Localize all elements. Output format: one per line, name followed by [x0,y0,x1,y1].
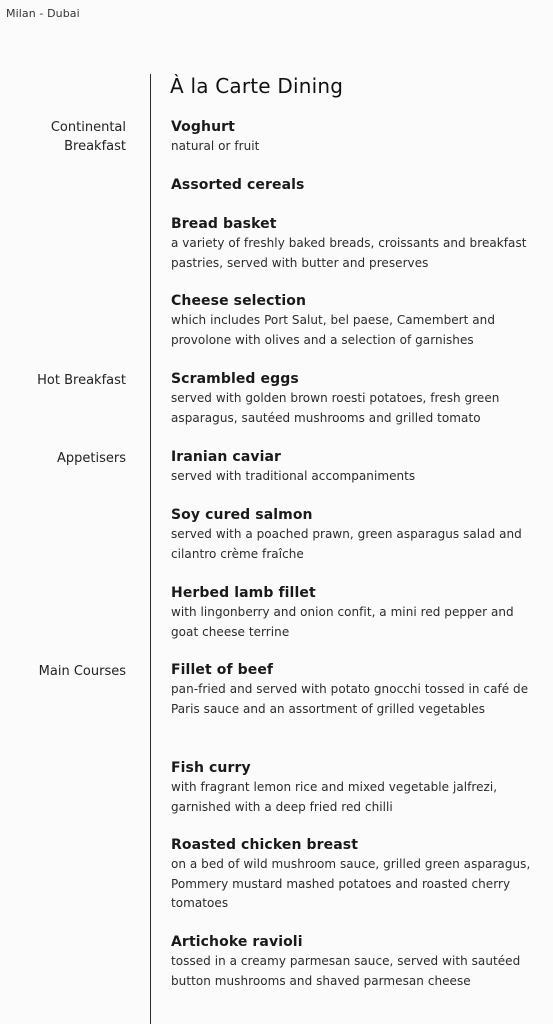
menu-item-roasted-chicken-breast [171,835,543,914]
item-name: Voghurt [171,119,235,135]
menu-item-fish-curry [171,758,543,817]
item-name: Herbed lamb fillet [171,585,316,601]
menu-item-iranian-caviar [171,447,543,487]
section-label-continental-breakfast: Continental Breakfast [50,120,126,154]
item-description: with lingonberry and onion confit, a mini red pepper and goat cheese terrine [171,605,514,639]
item-description: tossed in a creamy parmesan sauce, served with sautéed button mushrooms and shaved parmesan cheese [171,954,521,988]
item-description: with fragrant lemon rice and mixed vegetable jalfrezi, garnished with a deep fried red chilli [171,780,498,814]
menu-item-assorted-cereals [171,175,543,195]
item-name: Bread basket [171,216,277,232]
column-divider [150,74,151,1024]
item-description: natural or fruit [171,139,260,153]
menu-item-yoghurt [171,117,543,157]
menu-item-herbed-lamb-fillet [171,583,543,642]
section-label-hot-breakfast: Hot Breakfast [37,373,126,388]
item-description: on a bed of wild mushroom sauce, grilled green asparagus, Pommery mustard mashed potatoes and roasted cherry tomatoes [171,857,531,910]
item-name: Cheese selection [171,293,307,309]
item-description: a variety of freshly baked breads, croissants and breakfast pastries, served with butter and preserves [171,236,527,270]
item-description: served with traditional accompaniments [171,469,416,483]
item-name: Soy cured salmon [171,507,313,523]
item-name: Artichoke ravioli [171,934,303,950]
menu-title: À la Carte Dining [170,74,344,98]
menu-item-scrambled-eggs [171,369,543,428]
item-description: which includes Port Salut, bel paese, Camembert and provolone with olives and a selection of garnishes [171,313,496,347]
item-name: Iranian caviar [171,449,282,465]
item-name: Fish curry [171,760,251,776]
section-label-main-courses: Main Courses [38,664,126,679]
item-name: Scrambled eggs [171,371,299,387]
menu-item-fillet-of-beef [171,660,543,719]
menu-item-bread-basket [171,214,543,273]
item-description: served with golden brown roesti potatoes, fresh green asparagus, sautéed mushrooms and grilled tomato [171,391,500,425]
item-description: served with a poached prawn, green asparagus salad and cilantro crème fraîche [171,527,522,561]
item-name: Assorted cereals [171,177,305,193]
route-label: Milan - Dubai [6,7,80,20]
menu-item-soy-cured-salmon [171,505,543,564]
item-description: pan-fried and served with potato gnocchi tossed in café de Paris sauce and an assortment of grilled vegetables [171,682,529,716]
section-label-appetisers: Appetisers [57,451,126,466]
menu-item-artichoke-ravioli [171,932,543,991]
item-name: Roasted chicken breast [171,837,358,853]
menu-item-cheese-selection [171,291,543,350]
item-name: Fillet of beef [171,662,274,678]
